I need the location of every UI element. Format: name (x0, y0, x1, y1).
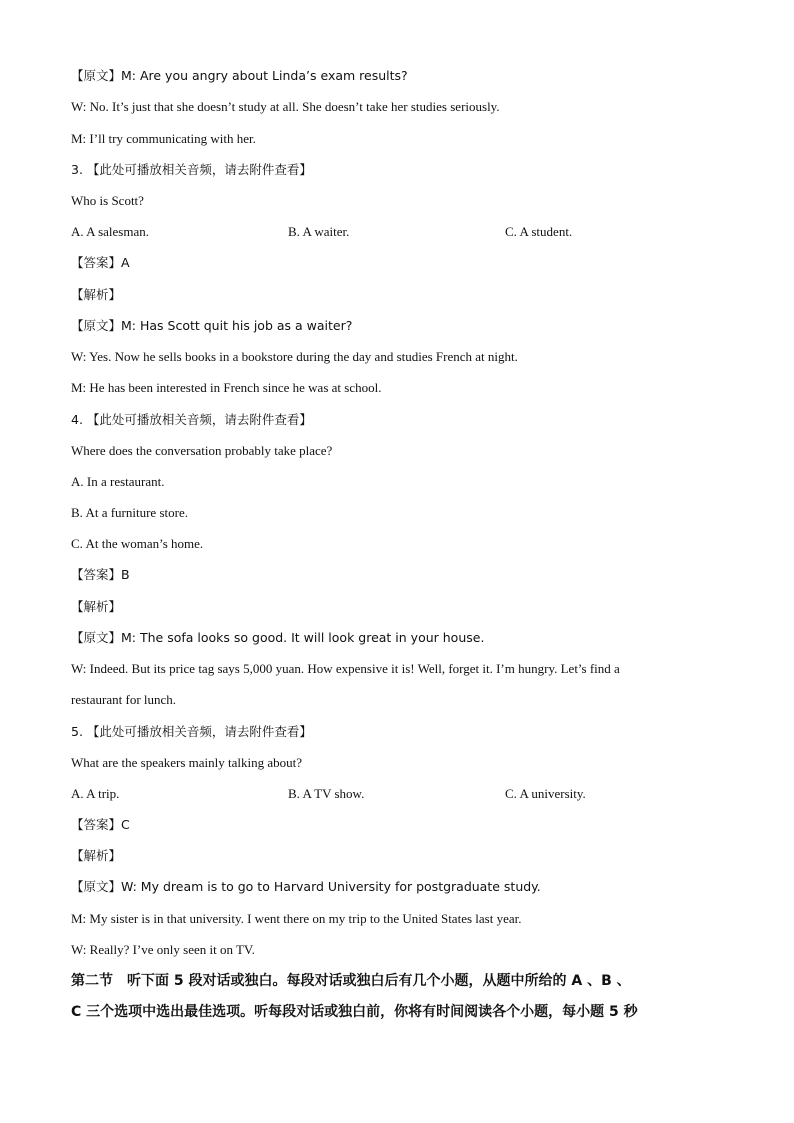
option-a: A. A salesman. (71, 224, 149, 239)
section-heading: 第二节 听下面 5 段对话或独白。每段对话或独白后有几个小题，从题中所给的 A 、B 、 (71, 973, 631, 989)
question-text: What are the speakers mainly talking about? (71, 755, 303, 770)
transcript-line: M: He has been interested in French since he was at school. (71, 380, 382, 395)
question-header: 5. 【此处可播放相关音频，请去附件查看】 (71, 724, 312, 739)
option-b: B. At a furniture store. (71, 505, 188, 520)
transcript-line: M: I’ll try communicating with her. (71, 131, 256, 146)
transcript-line: M: My sister is in that university. I went there on my trip to the United States last year. (71, 911, 522, 926)
option-a: A. A trip. (71, 786, 120, 801)
option-c: C. At the woman’s home. (71, 536, 204, 551)
analysis-label: 【解析】 (71, 599, 122, 614)
transcript-line: 【原文】W: My dream is to go to Harvard University for postgraduate study. (71, 879, 541, 894)
q5-options (71, 786, 671, 802)
option-b: B. A TV show. (288, 786, 365, 801)
transcript-line: W: No. It’s just that she doesn’t study at all. She doesn’t take her studies seriously. (71, 99, 500, 114)
answer-label: 【答案】C (71, 817, 130, 832)
transcript-line: W: Indeed. But its price tag says 5,000 yuan. How expensive it is! Well, forget it. I’m hungry. Let’s find a (71, 661, 620, 676)
transcript-line: 【原文】M: Has Scott quit his job as a waiter? (71, 318, 353, 333)
answer-label: 【答案】A (71, 255, 130, 270)
transcript-line: 【原文】M: Are you angry about Linda’s exam results? (71, 68, 408, 83)
option-a: A. In a restaurant. (71, 474, 165, 489)
transcript-line: W: Yes. Now he sells books in a bookstore during the day and studies French at night. (71, 349, 518, 364)
transcript-line: W: Really? I’ve only seen it on TV. (71, 942, 255, 957)
analysis-label: 【解析】 (71, 848, 122, 863)
section-instructions: C 三个选项中选出最佳选项。听每段对话或独白前，你将有时间阅读各个小题，每小题 5 秒 (71, 1004, 638, 1020)
transcript-line: 【原文】M: The sofa looks so good. It will look great in your house. (71, 630, 485, 645)
answer-label: 【答案】B (71, 567, 130, 582)
question-text: Who is Scott? (71, 193, 144, 208)
option-b: B. A waiter. (288, 224, 350, 239)
option-c: C. A student. (505, 224, 573, 239)
question-header: 4. 【此处可播放相关音频，请去附件查看】 (71, 412, 312, 427)
q3-options (71, 224, 671, 240)
question-text: Where does the conversation probably take place? (71, 443, 333, 458)
analysis-label: 【解析】 (71, 287, 122, 302)
option-c: C. A university. (505, 786, 586, 801)
question-header: 3. 【此处可播放相关音频，请去附件查看】 (71, 162, 312, 177)
transcript-line: restaurant for lunch. (71, 692, 177, 707)
